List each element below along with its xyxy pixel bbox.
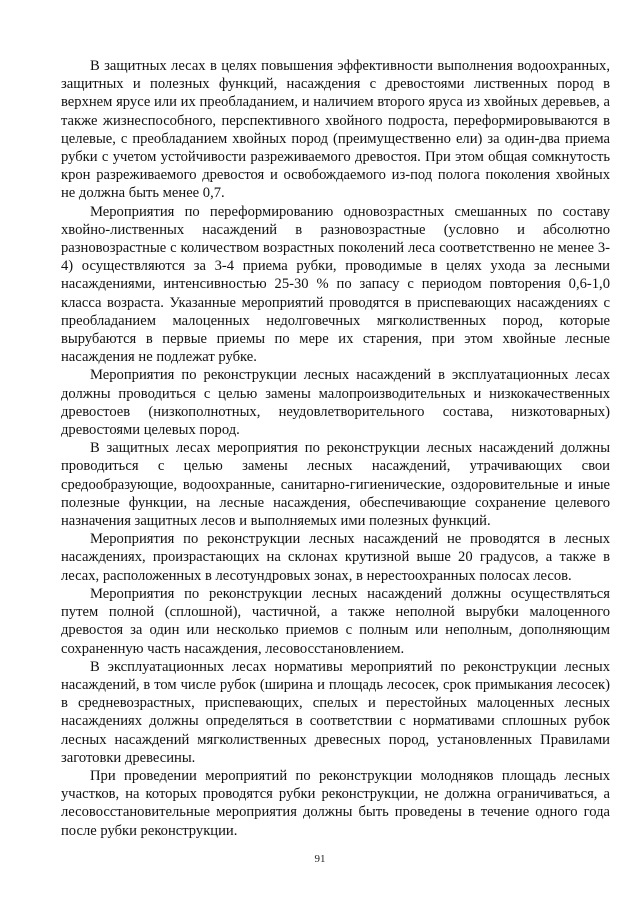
- paragraph-1: В защитных лесах в целях повышения эффективности выполнения водоохранных, защитных и полезных функций, насаждения с древостоями лиственных пород в верхнем ярусе или их преобладанием, и наличием второго яруса из хвойных деревьев, а также жизнеспособного, перспективного хвойного подроста, переформировываются в целевые, с преобладанием хвойных пород (преимущественно ели) за один-два приема рубки с учетом устойчивости разреживаемого древостоя. При этом общая сомкнутость крон разреживаемого древостоя и освобождаемого из-под полога поколения хвойных не должна быть менее 0,7.: [61, 58, 610, 202]
- paragraph-4: В защитных лесах мероприятия по реконструкции лесных насаждений должны проводиться с целью замены лесных насаждений, утрачивающих свои средообразующие, водоохранные, санитарно-гигиенические, оздоровительные и иные полезные функции, на лесные насаждения, обеспечивающие сохранение целевого назначения защитных лесов и выполняемых ими полезных функций.: [61, 440, 610, 530]
- paragraph-8: При проведении мероприятий по реконструкции молодняков площадь лесных участков, на которых проводятся рубки реконструкции, не должна ограничиваться, а лесовосстановительные мероприятия должны быть проведены в течение одного года после рубки реконструкции.: [61, 767, 610, 839]
- document-body: [61, 57, 610, 840]
- paragraph-2: Мероприятия по переформированию одновозрастных смешанных по составу хвойно-лиственных насаждений в разновозрастные (условно и абсолютно разновозрастные с количеством возрастных поколений леса соответственно не менее 3-4) осуществляются за 3-4 приема рубки, проводимые в целях ухода за лесными насаждениями, интенсивностью 25-30 % по запасу с периодом повторения 0,6-1,0 класса возраста. Указанные мероприятий проводятся в приспевающих насаждениях с преобладанием малоценных недолговечных мягколиственных пород, которые вырубаются в первые приемы по мере их старения, при этом хвойные лесные насаждения не подлежат рубке.: [61, 203, 610, 366]
- paragraph-6: Мероприятия по реконструкции лесных насаждений должны осуществляться путем полной (сплошной), частичной, а также неполной вырубки малоценного древостоя за один или несколько приемов с полным или неполным, дополняющим сохраненную часть насаждения, лесовосстановлением.: [61, 585, 610, 657]
- paragraph-3: Мероприятия по реконструкции лесных насаждений в эксплуатационных лесах должны проводиться с целью замены малопроизводительных и низкокачественных древостоев (низкополнотных, неудовлетворительного состава, низкотоварных) древостоями целевых пород.: [61, 367, 610, 439]
- page-number: 91: [314, 853, 326, 865]
- paragraph-5: Мероприятия по реконструкции лесных насаждений не проводятся в лесных насаждениях, произрастающих на склонах крутизной выше 20 градусов, а также в лесах, расположенных в лесотундровых зонах, в нерестоохранных полосах лесов.: [61, 531, 610, 584]
- paragraph-7: В эксплуатационных лесах нормативы мероприятий по реконструкции лесных насаждений, в том числе рубок (ширина и площадь лесосек, срок примыкания лесосек) в средневозрастных, приспевающих, спелых и перестойных малоценных лесных насаждениях должны определяться в соответствии с нормативами сплошных рубок лесных насаждений мягколиственных древесных пород, установленных Правилами заготовки древесины.: [61, 658, 610, 766]
